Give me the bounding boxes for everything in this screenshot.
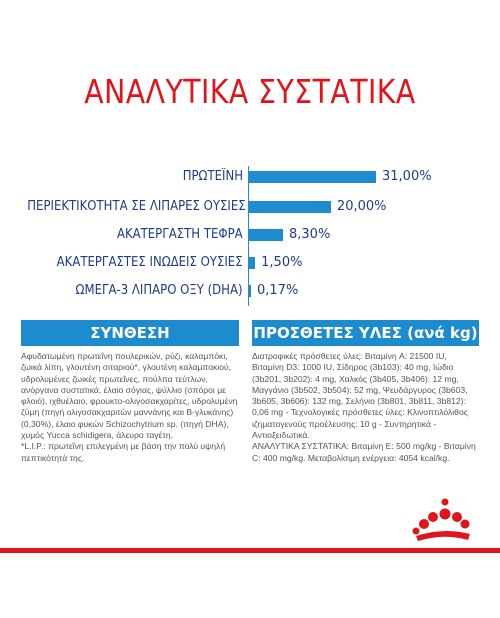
composition-section [21,351,241,464]
composition-heading: ΣΥΝΘΕΣΗ [21,320,239,346]
nutrient-value-label: 1,50% [261,255,303,270]
nutrient-bar [249,201,331,213]
crown-logo-icon [410,496,472,541]
additives-heading: ΠΡΟΣΘΕΤΕΣ ΥΛΕΣ (ανά kg) [252,320,479,346]
composition-text: Αφυδατωμένη πρωτεΐνη πουλερικών, ρύζι, καλαμπόκι, ζωικά λίπη, γλουτένη σιταριού*, γλουτένη καλαμποκιού, υδρολυμένες ζωικές πρωτεΐνες, πούλπα τεύτλων, ανόργανα συστατικά, έλαιο σόγιας, ψύλλιο (σπόροι με φλοιό), ιχθυέλαιο, φρουκτο-ολιγοσακχαρίτες, υδρολυμένη ζύμη (πηγή ολιγοσακχαριτών μαννάνης και Β-γλυκάνης) (0,30%), έλαιο φυκών Schizochytrium sp. (πηγή DHA), χυμός Yucca schidigera, άλευρο ταγέτη. [21,351,238,441]
nutrient-value-label: 31,00% [382,169,432,184]
additives-analytical-text: ΑΝΑΛΥΤΙΚΑ ΣΥΣΤΑΤΙΚΑ: Βιταμίνη E: 500 mg/kg - Βιταμίνη C: 400 mg/kg. Μεταβολίσιμη ενέργεια: 4054 kcal/kg. [252,441,476,463]
nutrient-bar [249,171,376,183]
nutrient-label: ΠΡΩΤΕΪΝΗ [182,169,243,184]
page-title: ΑΝΑΛΥΤΙΚΑ ΣΥΣΤΑΤΙΚΑ [84,72,416,111]
nutrient-bar [249,285,251,297]
nutrient-label: ΑΚΑΤΕΡΓΑΣΤΕΣ ΙΝΩΔΕΙΣ ΟΥΣΙΕΣ [57,255,243,270]
nutrient-bar [249,229,283,241]
nutrient-value-label: 8,30% [289,227,331,242]
nutrient-label: ΑΚΑΤΕΡΓΑΣΤΗ ΤΕΦΡΑ [117,227,243,242]
additives-text: Διατροφικές πρόσθετες ύλες: Βιταμίνη A: 21500 IU, Βιταμίνη D3: 1000 IU, Σίδηρος (3b103): 40 mg, Ιώδιο (3b201, 3b202): 4 mg, Χαλκός (3b405, 3b406): 12 mg, Μαγγάνιο (3b502, 3b504): 52 mg, Ψευδάργυρος (3b603, 3b605, 3b606): 132 mg, Σελήνιο (3b801, 3b811, 3b812): 0,06 mg - Τεχνολογικές πρόσθετες ύλες: Κλινοπτιλόλιθος ιζηματογενούς προέλευσης: 10 g - Συντηρητικά - Αντιοξειδωτικά. [252,351,468,441]
nutrient-label: ΩΜΕΓΑ-3 ΛΙΠΑΡΟ ΟΞΥ (DHA) [76,283,243,298]
composition-footnote: *L.I.P.: πρωτεΐνη επιλεγμένη με βάση την πολύ υψηλή πεπτικότητά της. [21,441,226,463]
nutrient-value-label: 20,00% [336,199,387,214]
additives-section [252,351,477,464]
footer-red-line [0,548,500,553]
nutrient-bar [249,257,255,269]
nutrient-value-label: 0,17% [257,283,299,298]
nutrient-label: ΠΕΡΙΕΚΤΙΚΟΤΗΤΑ ΣΕ ΛΙΠΑΡΕΣ ΟΥΣΙΕΣ [27,199,246,214]
